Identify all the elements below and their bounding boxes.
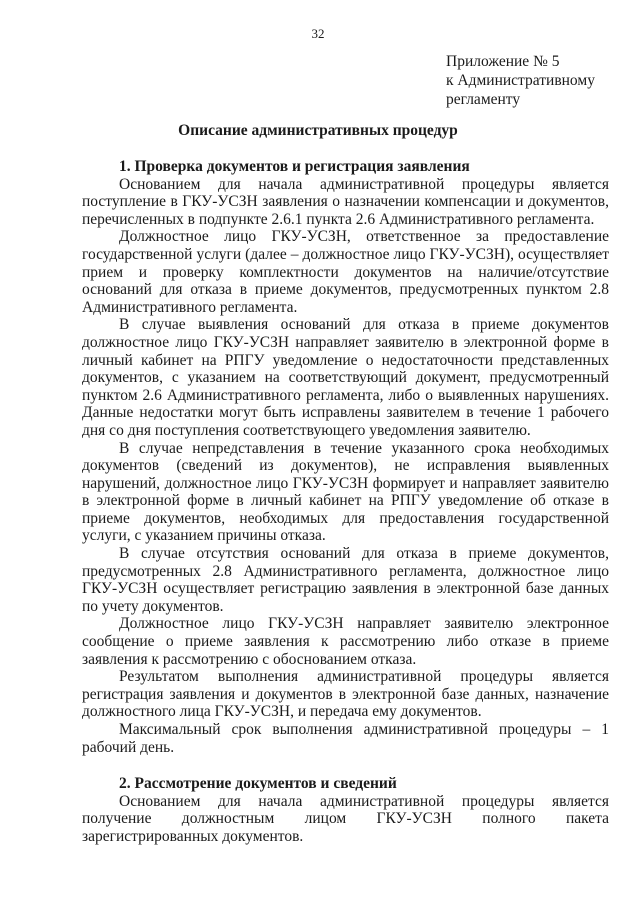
section-gap xyxy=(82,756,609,775)
paragraph: Результатом выполнения административной процедуры является регистрация заявления и документов в электронной базе данных, назначение должностного лица ГКУ-УСЗН, и передача ему документов. xyxy=(82,668,609,721)
paragraph: Должностное лицо ГКУ-УСЗН, ответственное за предоставление государственной услуги (далее – должностное лицо ГКУ-УСЗН), осуществляет прием и проверку комплектности документов на наличие/отсутствие оснований для отказа в приеме документов, предусмотренных пунктом 2.8 Административного регламента. xyxy=(82,228,609,316)
paragraph: В случае непредставления в течение указанного срока необходимых документов (сведений из документов), не исправления выявленных нарушений, должностное лицо ГКУ-УСЗН формирует и направляет заявителю в электронной форме в личный кабинет на РПГУ уведомление об отказе в приеме документов, необходимых для предоставления государственной услуги, с указанием причины отказа. xyxy=(82,439,609,545)
section-heading: 1. Проверка документов и регистрация заявления xyxy=(119,158,470,175)
paragraph: Основанием для начала административной процедуры является получение должностным лицом ГКУ-УСЗН полного пакета зарегистрированных документов. xyxy=(82,792,609,845)
appendix-line-1: Приложение № 5 xyxy=(446,53,560,70)
document-title: Описание административных процедур xyxy=(178,122,458,139)
paragraph: Основанием для начала административной процедуры является поступление в ГКУ-УСЗН заявления о назначении компенсации и документов, перечисленных в подпункте 2.6.1 пункта 2.6 Административного регламента. xyxy=(82,175,609,228)
appendix-line-3: регламенту xyxy=(446,91,521,108)
document-body xyxy=(82,158,609,846)
appendix-line-2: к Административному xyxy=(446,72,595,89)
page-number: 32 xyxy=(311,26,325,41)
section-heading: 2. Рассмотрение документов и сведений xyxy=(119,775,397,793)
paragraph: Максимальный срок выполнения административной процедуры – 1 рабочий день. xyxy=(82,721,609,756)
paragraph: В случае отсутствия оснований для отказа в приеме документов, предусмотренных 2.8 Административного регламента, должностное лицо ГКУ-УСЗН осуществляет регистрацию заявления в электронной базе данных по учету документов. xyxy=(82,545,609,615)
paragraph: В случае выявления оснований для отказа в приеме документов должностное лицо ГКУ-УСЗН направляет заявителю в электронной форме в личный кабинет на РПГУ уведомление о недостаточности представленных документов, с указанием на соответствующий документ, предусмотренный пунктом 2.6 Административного регламента, либо о выявленных нарушениях. Данные недостатки могут быть исправлены заявителем в течение 1 рабочего дня со дня поступления соответствующего уведомления заявителю. xyxy=(82,316,609,439)
paragraph: Должностное лицо ГКУ-УСЗН направляет заявителю электронное сообщение о приеме заявления к рассмотрению либо отказе в приеме заявления к рассмотрению с обоснованием отказа. xyxy=(82,615,609,668)
appendix-note xyxy=(446,52,595,109)
